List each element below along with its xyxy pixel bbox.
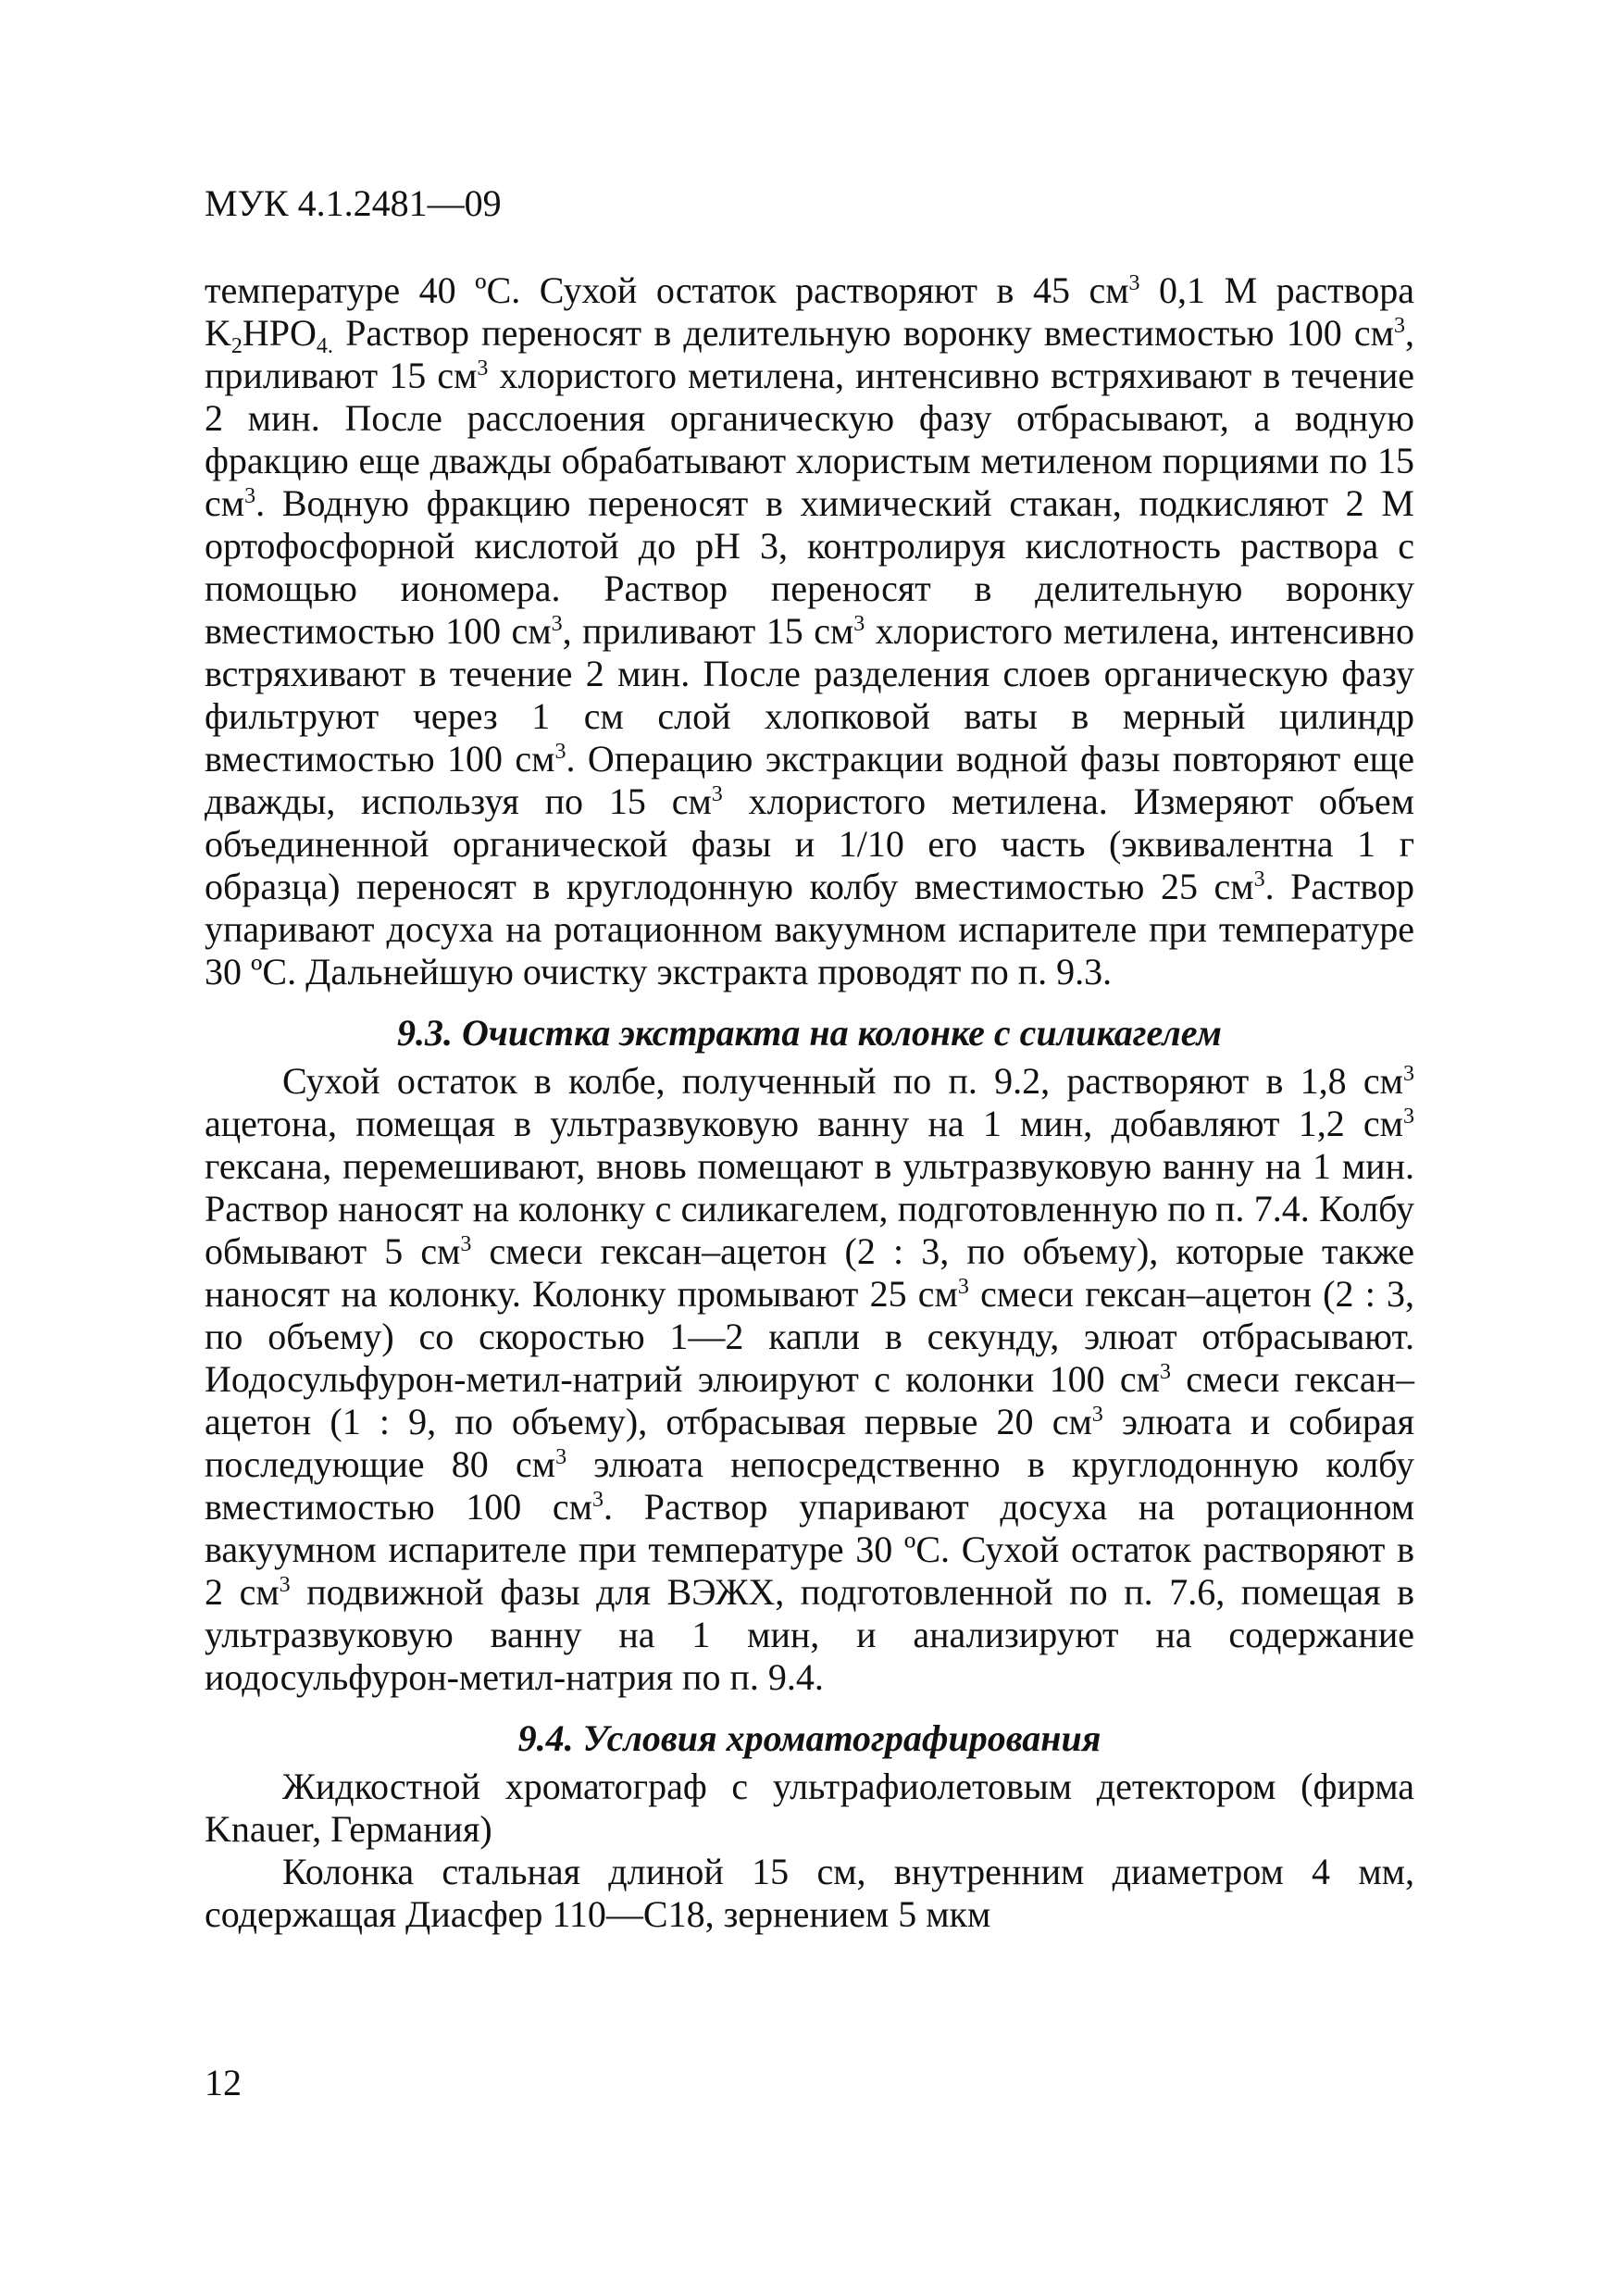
paragraph-chromatograph: Жидкостной хроматограф с ультрафиолетовым детектором (фирма Knauer, Германия)	[205, 1766, 1414, 1850]
subscript: 4.	[316, 334, 333, 358]
superscript: 3	[1403, 1062, 1414, 1086]
text-run: смеси гексан–ацетон (2 : 3, по объему), которые также наносят на колонку. Колонку промывают 25 см	[205, 1230, 1414, 1315]
text-run: элюата и собирая последующие 80 см	[205, 1401, 1414, 1485]
text-run: гексана, перемешивают, вновь помещают в ультразвуковую ванну на 1 мин. Раствор наносят на колонку с силикагелем, подготовленную по п. 7.4. Колбу обмывают 5 см	[205, 1145, 1414, 1272]
superscript: 3	[460, 1232, 472, 1256]
superscript: 3	[1253, 867, 1265, 892]
superscript: 3	[477, 356, 489, 381]
superscript: 3	[1128, 271, 1140, 295]
text-run: . Раствор упаривают досуха на ротационном вакуумном испарителе при температуре 30 ºС. Сухой остаток растворяют в 2 см	[205, 1486, 1415, 1613]
text-run: элюата непосредственно в круглодонную колбу вместимостью 100 см	[205, 1443, 1415, 1528]
page-body	[205, 269, 1414, 1936]
text-run: Раствор переносят в делительную воронку вместимостью 100 см	[332, 312, 1394, 354]
superscript: 3	[591, 1488, 604, 1512]
superscript: 3	[957, 1275, 969, 1299]
text-run: . Водную фракцию переносят в химический стакан, подкисляют 2 М ортофосфорной кислотой до рН 3, контролируя кислотность раствора с помощью иономера. Раствор переносят в делительную воронку вместимостью 100 см	[205, 482, 1414, 652]
superscript: 3	[853, 612, 865, 636]
text-run: смеси гексан–ацетон (2 : 3, по объему) со скоростью 1—2 капли в секунду, элюат отбрасывают. Иодосульфурон-метил-натрий элюируют с колонки 100 см	[205, 1273, 1415, 1400]
text-run: . Операцию экстракции водной фазы повторяют еще дважды, используя по 15 см	[205, 738, 1414, 822]
text-run: подвижной фазы для ВЭЖХ, подготовленной по п. 7.6, помещая в ультразвуковую ванну на 1 мин, и анализируют на содержание иодосульфурон-метил-натрия по п. 9.4.	[205, 1571, 1414, 1698]
text-run: Сухой остаток в колбе, полученный по п. 9.2, растворяют в 1,8 см	[282, 1060, 1403, 1102]
text-run: , приливают 15 см	[562, 610, 854, 652]
subscript: 2	[230, 334, 243, 358]
paragraph-silica-cleanup	[205, 1060, 1414, 1699]
superscript: 3	[1159, 1360, 1171, 1384]
page-number: 12	[205, 2062, 242, 2103]
superscript: 3	[551, 612, 563, 636]
text-run: , приливают 15 см	[205, 312, 1414, 396]
superscript: 3	[279, 1573, 291, 1597]
text-run: хлористого метилена, интенсивно встряхивают в течение 2 мин. После расслоения органическую фазу отбрасывают, а водную фракцию еще дважды обрабатывают хлористым метиленом порциями по 15 см	[205, 355, 1414, 524]
section-heading-9-3: 9.3. Очистка экстракта на колонке с силикагелем	[397, 1012, 1222, 1054]
paragraph-column: Колонка стальная длиной 15 см, внутренним диаметром 4 мм, содержащая Диасфер 110—C18, зернением 5 мкм	[205, 1851, 1414, 1935]
superscript: 3	[244, 484, 256, 508]
text-run: температуре 40 ºС. Сухой остаток растворяют в 45 см	[205, 269, 1129, 311]
document-code-header: МУК 4.1.2481—09	[205, 182, 502, 224]
section-heading-9-4: 9.4. Условия хроматографирования	[517, 1717, 1101, 1759]
text-run: 0,1 М раствора K	[205, 269, 1414, 354]
superscript: 3	[1403, 1104, 1414, 1129]
text-run: HPO	[242, 312, 317, 354]
text-run: хлористого метилена. Измеряют объем объединенной органической фазы и 1/10 его часть (эквивалентна 1 г образца) переносят в круглодонную колбу вместимостью 25 см	[205, 780, 1414, 907]
superscript: 3	[711, 782, 723, 806]
text-run: ацетона, помещая в ультразвуковую ванну на 1 мин, добавляют 1,2 см	[205, 1103, 1403, 1144]
text-run: смеси гексан–ацетон (1 : 9, по объему), отбрасывая первые 20 см	[205, 1358, 1415, 1442]
paragraph-sample-extraction	[205, 269, 1414, 993]
superscript: 3	[1091, 1403, 1103, 1427]
text-run: хлористого метилена, интенсивно встряхивают в течение 2 мин. После разделения слоев органическую фазу фильтруют через 1 см слой хлопковой ваты в мерный цилиндр вместимостью 100 см	[205, 610, 1414, 780]
text-run: . Раствор упаривают досуха на ротационном вакуумном испарителе при температуре 30 ºС. Дальнейшую очистку экстракта проводят по п. 9.3.	[205, 866, 1414, 992]
superscript: 3	[555, 1445, 567, 1469]
superscript: 3	[554, 740, 566, 764]
superscript: 3	[1394, 314, 1405, 338]
